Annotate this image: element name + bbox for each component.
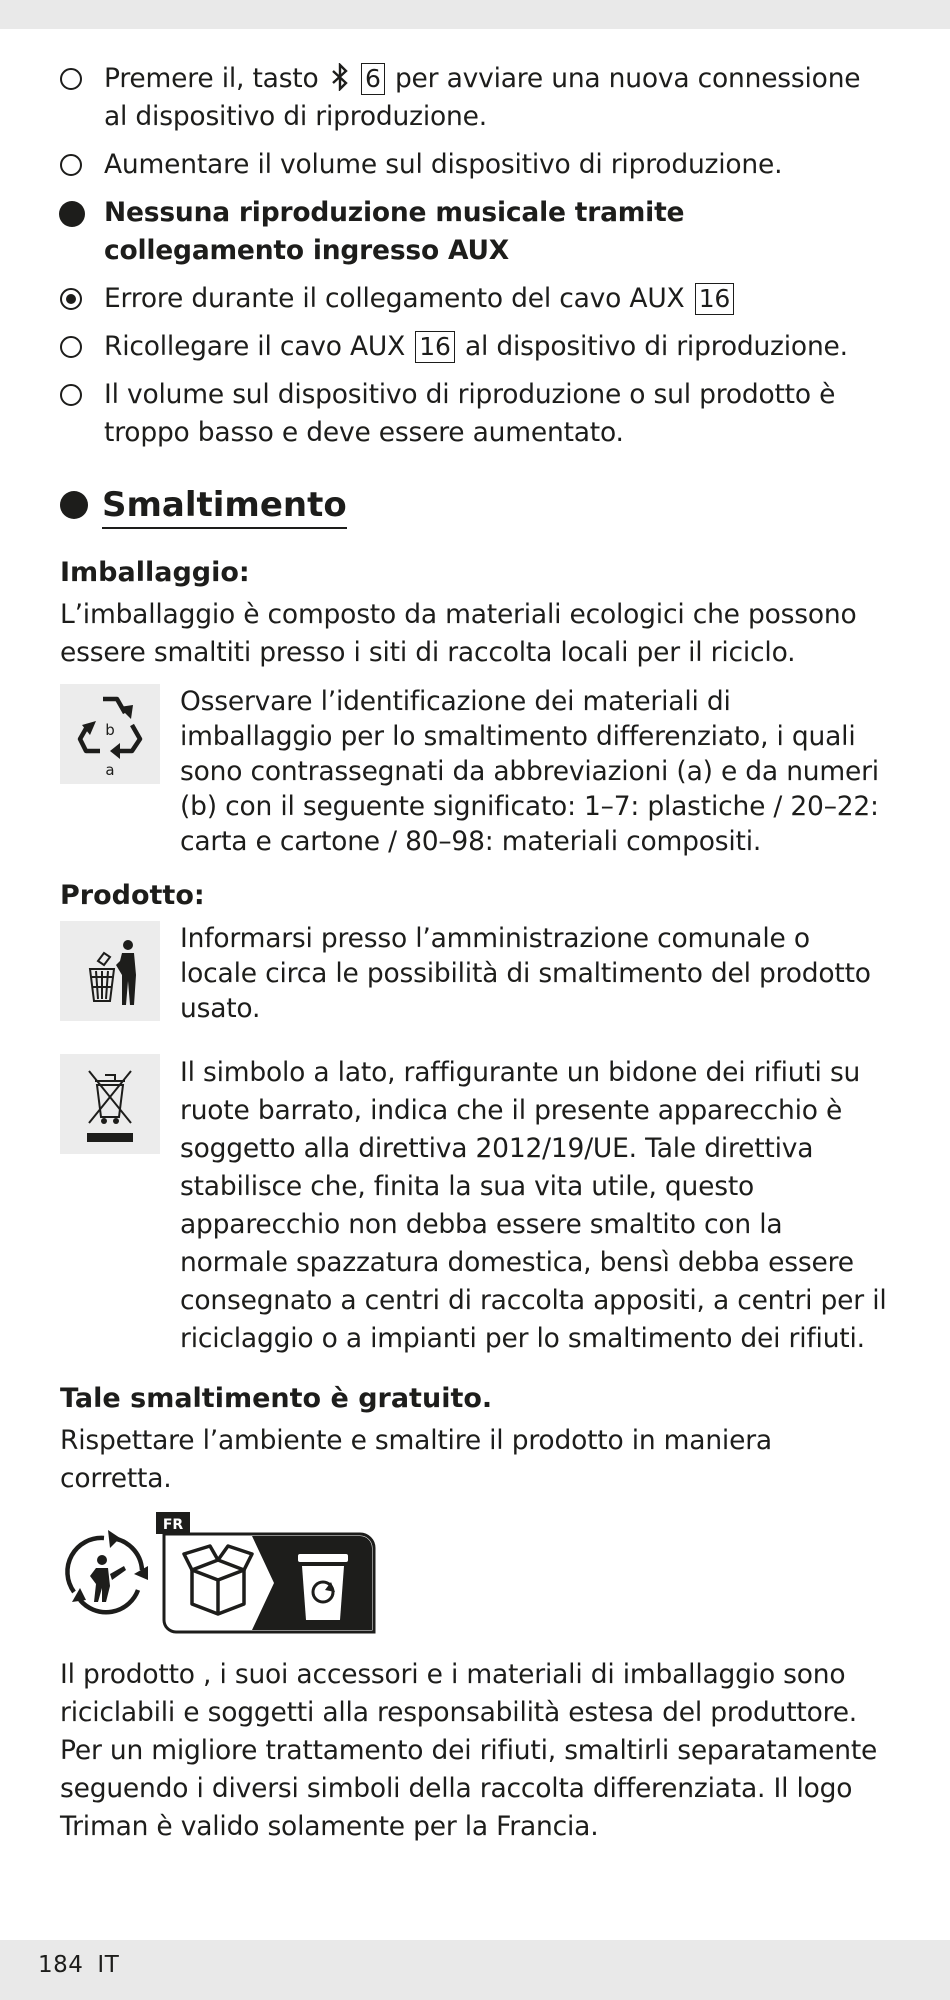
open-circle-bullet-icon xyxy=(60,336,82,358)
free-disposal-text: Rispettare l’ambiente e smaltire il prodotto in maniera corretta. xyxy=(60,1425,772,1494)
page-number: 184 xyxy=(38,1952,84,1978)
step-reconnect-aux xyxy=(60,328,890,366)
step-increase-volume xyxy=(60,146,890,184)
step-text: Il volume sul dispositivo di riproduzione o sul prodotto è troppo basso e deve essere aumentato. xyxy=(104,379,836,448)
page-footer xyxy=(38,1950,119,1980)
triman-logo-icon xyxy=(60,1526,156,1616)
filled-circle-bullet-icon xyxy=(59,201,85,227)
recycling-code-abbreviation: a xyxy=(105,761,115,779)
free-disposal-heading: Tale smaltimento è gratuito. xyxy=(60,1383,493,1414)
recycling-symbol-icon xyxy=(60,684,160,784)
language-code: IT xyxy=(97,1952,120,1978)
packaging-identification-text: Osservare l’identificazione dei materiali di imballaggio per lo smaltimento differenziato, i quali sono contrassegnati da abbreviazioni (a) e da numeri (b) con il seguente significato: 1–7: plastiche / 20–22: carta e cartone / 80–98: materiali compositi. xyxy=(180,686,879,857)
reference-box: 6 xyxy=(361,63,385,95)
step-volume-low xyxy=(60,376,890,452)
weee-row xyxy=(60,1054,890,1358)
packaging-intro: L’imballaggio è composto da materiali ecologici che possono essere smaltiti presso i siti di raccolta locali per il riciclo. xyxy=(60,599,857,668)
section-disposal xyxy=(60,482,890,528)
packaging-heading: Imballaggio: xyxy=(60,557,250,588)
step-text-continued: al dispositivo di riproduzione. xyxy=(464,331,848,362)
weee-text: Il simbolo a lato, raffigurante un bidone dei rifiuti su ruote barrato, indica che il presente apparecchio è soggetto alla direttiva 2012/19/UE. Tale direttiva stabilisce che, finita la sua vita utile, questo apparecchio non debba essere smaltito con la normale spazzatura domestica, bensì debba essere consegnato a centri di raccolta appositi, a centri per il riciclaggio o a impianti per lo smaltimento dei rifiuti. xyxy=(180,1057,887,1354)
product-info-row xyxy=(60,921,890,1026)
product-info-text: Informarsi presso l’amministrazione comunale o locale circa le possibilità di smaltimento del prodotto usato. xyxy=(180,923,871,1024)
recycling-code-number: b xyxy=(105,721,115,739)
step-text: Errore durante il collegamento del cavo AUX xyxy=(104,283,685,314)
step-aux-error xyxy=(60,280,890,318)
bluetooth-icon xyxy=(331,63,349,91)
dot-circle-bullet-icon xyxy=(60,288,82,310)
problem-heading xyxy=(60,194,890,270)
open-circle-bullet-icon xyxy=(60,154,82,176)
step-text: Premere il, tasto xyxy=(104,63,319,94)
packaging-recycling-row xyxy=(60,684,890,859)
step-text: Ricollegare il cavo AUX xyxy=(104,331,406,362)
reference-box: 16 xyxy=(695,283,734,315)
step-press-bluetooth xyxy=(60,60,890,136)
footer-band xyxy=(0,1940,950,2000)
person-trash-bin-icon xyxy=(60,921,160,1021)
section-title: Smaltimento xyxy=(102,485,347,529)
page-content xyxy=(60,60,890,1846)
info-tri-packaging-icon xyxy=(156,1512,386,1636)
product-heading: Prodotto: xyxy=(60,880,205,911)
top-band xyxy=(0,0,950,29)
country-badge: FR xyxy=(162,1517,184,1533)
closing-paragraph: Il prodotto , i suoi accessori e i materiali di imballaggio sono riciclabili e soggetti alla responsabilità estesa del produttore. Per un migliore trattamento dei rifiuti, smaltirli separatamente seguendo i diversi simboli della raccolta differenziata. Il logo Triman è valido solamente per la Francia. xyxy=(60,1659,878,1842)
problem-title: Nessuna riproduzione musicale tramite collegamento ingresso AUX xyxy=(104,197,685,266)
open-circle-bullet-icon xyxy=(60,68,82,90)
reference-box: 16 xyxy=(415,331,454,363)
open-circle-bullet-icon xyxy=(60,384,82,406)
step-text-continued: per avviare una nuova connessione al dispositivo di riproduzione. xyxy=(104,63,861,132)
filled-circle-bullet-icon xyxy=(60,491,88,519)
step-text: Aumentare il volume sul dispositivo di riproduzione. xyxy=(104,149,783,180)
crossed-wheelie-bin-icon xyxy=(60,1054,160,1154)
triman-logo-row xyxy=(60,1517,890,1636)
